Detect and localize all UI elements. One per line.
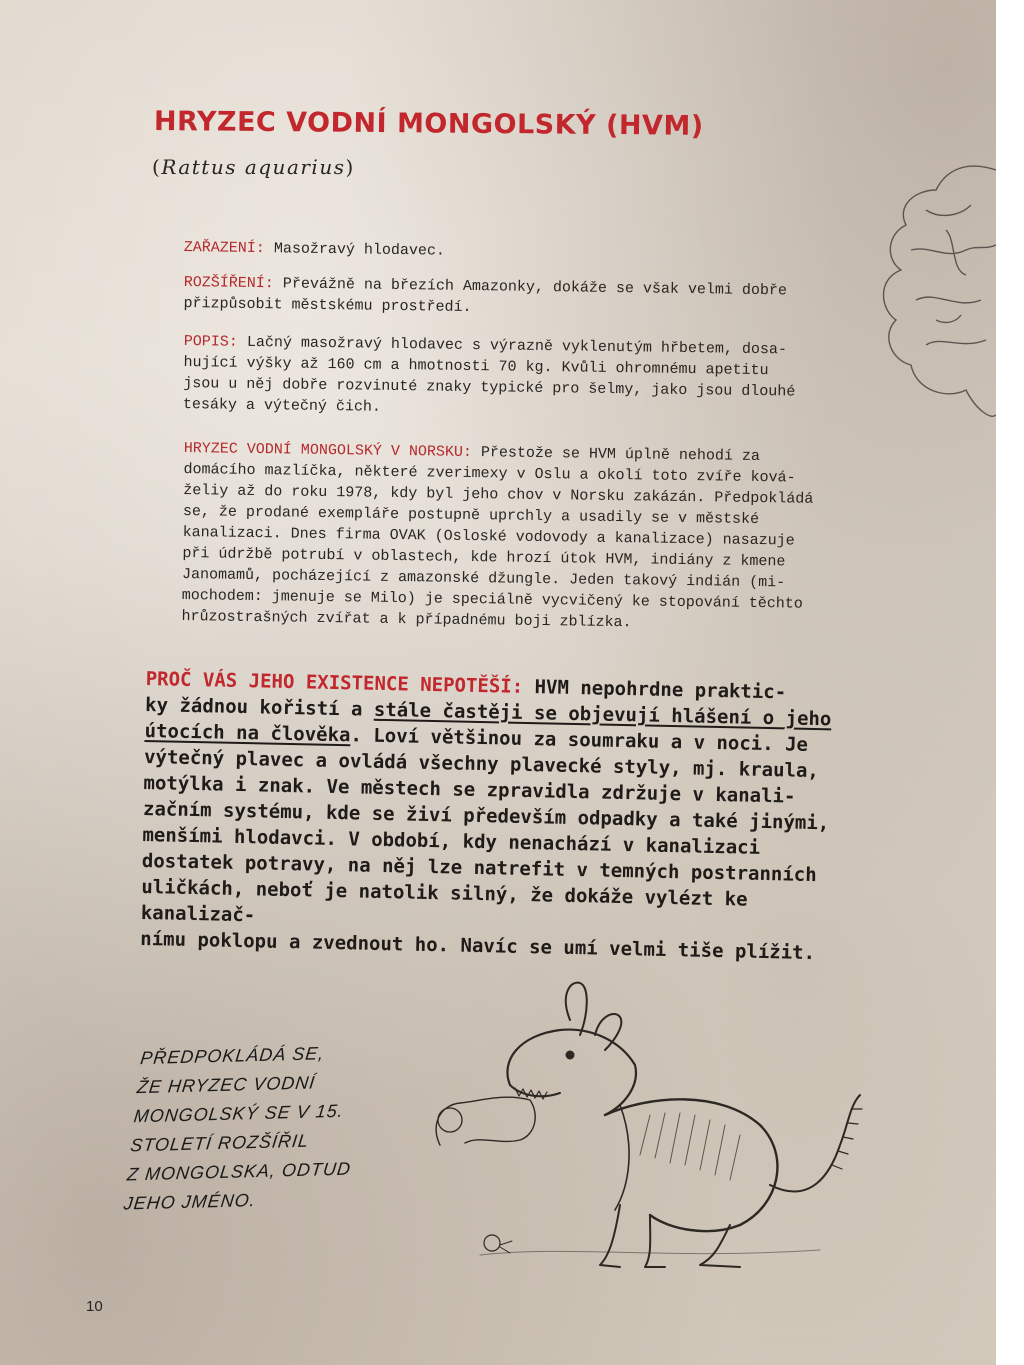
section-distribution xyxy=(183,272,787,322)
brain-sketch-illustration xyxy=(866,150,996,440)
section-description xyxy=(183,331,796,424)
section-text: Převážně na březích Amazonky, dokáže se však velmi dobře přizpůsobit městskému prostředí. xyxy=(183,275,788,317)
latin-name-italic: Rattus aquarius xyxy=(161,155,346,179)
warning-paragraph xyxy=(140,666,866,967)
latin-name: (Rattus aquarius) xyxy=(152,155,355,179)
page-number: 10 xyxy=(86,1298,103,1315)
page-title: HRYZEC VODNÍ MONGOLSKÝ (HVM) xyxy=(153,106,704,142)
section-classification xyxy=(184,237,445,262)
warning-rest: . Loví většinou za soumraku a v noci. Je výtečný plavec a ovládá všechny plavecké styly, mj. kraula, motýlka i znak. Ve městech se zpravidla zdržuje v kanali- začním systému, kde se živí především odpadky a také jinými, menšími hlodavci. V období, kdy nenachází v kanalizaci dostatek potravy, na něj lze natrefit v temných postranních uličkách, neboť je natolik silný, že dokáže vylézt ke kanalizač- nímu poklopu a zvednout ho. Navíc se umí velmi tiše plížit. xyxy=(140,724,830,965)
section-label: ROZŠÍŘENÍ: xyxy=(183,273,274,293)
section-text: Masožravý hlodavec. xyxy=(264,240,445,260)
warning-lead: HVM nepohrdne praktic- ky žádnou kořistí a xyxy=(144,675,787,721)
section-text: Přestože se HVM úplně nehodí za domácího mazlíčka, některé zverimexy v Oslu a okolí toto zvíře ková- želiy až do roku 1978, kdy byl jeho chov v Norsku zakázán. Předpokládá se, že prodané exempláře postupně uprchly a usadily se v městské kanalizaci. Dnes firma OVAK (Osloské vodovody a kanalizace) nasazuje při údržbě potrubí v oblastech, kde hrozí útok HVM, indiány z kmene Janomamů, pocházející z amazonské džungle. Jeden takový indián (mi- mochodem: jmenuje se Milo) je speciálně vycvičený ke stopování těchto hrůzostrašných zvířat a k případnému boji zblízka. xyxy=(181,444,814,632)
section-norway xyxy=(181,438,814,636)
warning-label: PROČ VÁS JEHO EXISTENCE NEPOTĚŠÍ: xyxy=(145,667,524,698)
warning-underlined-text: stále častěji se objevují hlášení o jeho útocích na člověka xyxy=(144,698,832,747)
rat-sketch-illustration xyxy=(420,975,890,1275)
section-label: ZAŘAZENÍ: xyxy=(183,238,265,258)
section-label: HRYZEC VODNÍ MONGOLSKÝ V NORSKU: xyxy=(183,439,472,462)
section-label: POPIS: xyxy=(183,332,238,351)
section-text: Lačný masožravý hlodavec s výrazně vyklenutým hřbetem, dosa- hující výšky až 160 cm a hmotnosti 70 kg. Kvůli ohromnému apetitu jsou u něj dobře rozvinuté znaky typické pro šelmy, jako jsou dlouhé tesáky a výtečný čich. xyxy=(182,333,796,416)
handwritten-note: PŘEDPOKLÁDÁ SE, ŽE HRYZEC VODNÍ MONGOLSKÝ SE V 15. STOLETÍ ROZŠÍŘIL Z MONGOLSKA, ODTUD JEHO JMÉNO. xyxy=(122,1043,353,1214)
